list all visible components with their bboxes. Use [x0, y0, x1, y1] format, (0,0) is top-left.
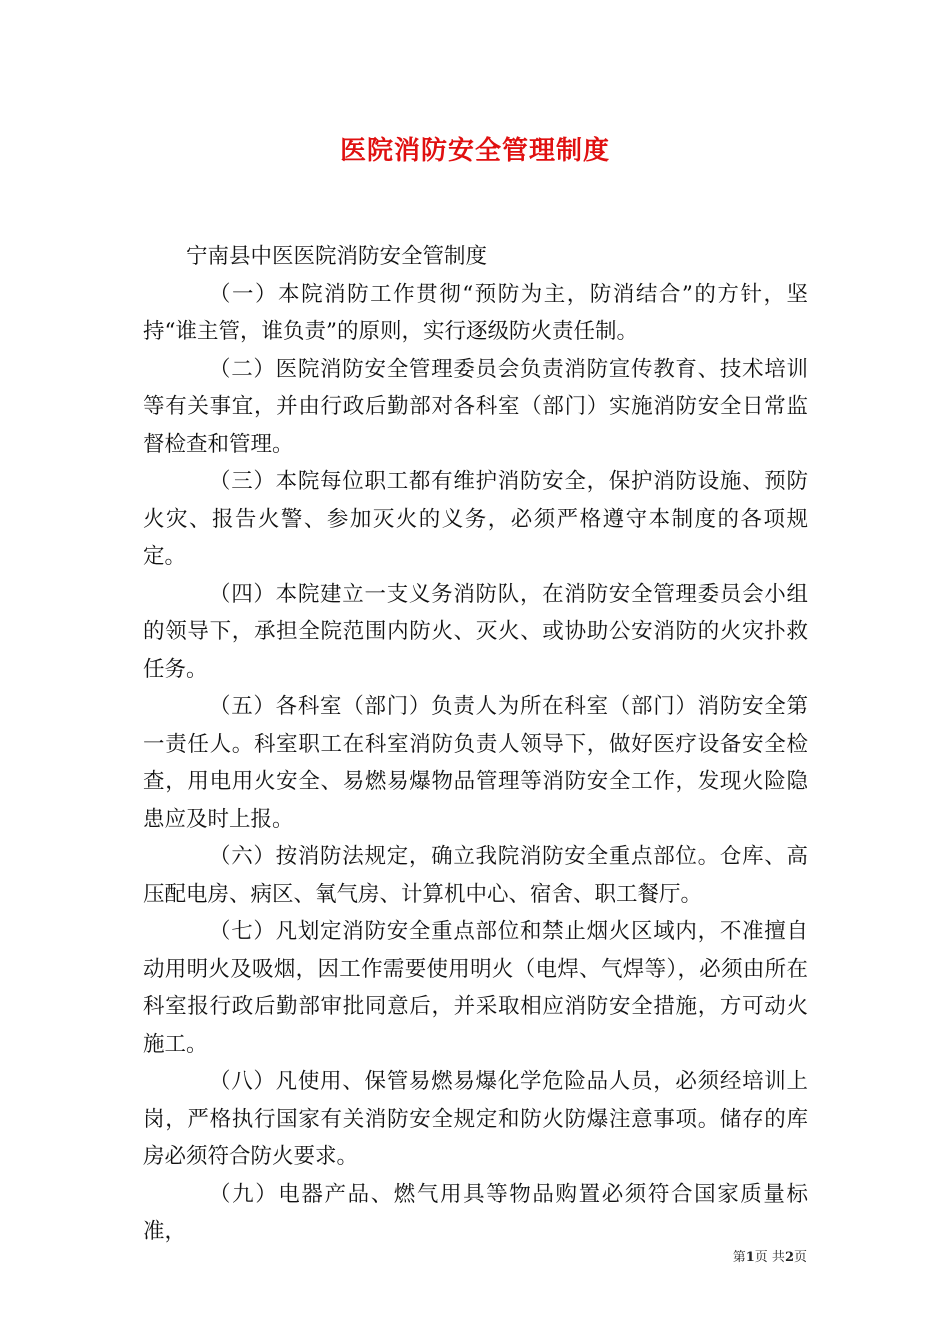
- footer-prefix: 第: [732, 1250, 746, 1265]
- footer-current-page: 1: [745, 1250, 755, 1265]
- paragraph: （五）各科室（部门）负责人为所在科室（部门）消防安全第一责任人。科室职工在科室消防负责人领导下，做好医疗设备安全检查，用电用火安全、易燃易爆物品管理等消防安全工作，发现火险隐患应及时上报。: [143, 694, 808, 832]
- paragraph: （四）本院建立一支义务消防队，在消防安全管理委员会小组的领导下，承担全院范围内防火、灭火、或协助公安消防的火灾扑救任务。: [143, 581, 808, 682]
- paragraph: （七）凡划定消防安全重点部位和禁止烟火区域内，不准擅自动用明火及吸烟，因工作需要使用明火（电焊、气焊等），必须由所在科室报行政后勤部审批同意后，并采取相应消防安全措施，方可动火施工。: [143, 919, 808, 1057]
- document-body: [143, 238, 808, 1251]
- paragraph: （三）本院每位职工都有维护消防安全，保护消防设施、预防火灾、报告火警、参加灭火的义务，必须严格遵守本制度的各项规定。: [143, 469, 808, 569]
- paragraph: （一）本院消防工作贯彻“预防为主，防消结合”的方针，坚持“谁主管，谁负责”的原则，实行逐级防火责任制。: [143, 281, 808, 344]
- footer-middle: 页 共: [754, 1250, 785, 1265]
- paragraph: （八）凡使用、保管易燃易爆化学危险品人员，必须经培训上岗，严格执行国家有关消防安全规定和防火防爆注意事项。储存的库房必须符合防火要求。: [143, 1069, 808, 1169]
- footer-suffix: 页: [793, 1250, 807, 1265]
- paragraph: （九）电器产品、燃气用具等物品购置必须符合国家质量标准，: [143, 1181, 808, 1244]
- paragraph: （二）医院消防安全管理委员会负责消防宣传教育、技术培训等有关事宜，并由行政后勤部对各科室（部门）实施消防安全日常监督检查和管理。: [143, 356, 808, 457]
- paragraph: （六）按消防法规定，确立我院消防安全重点部位。仓库、高压配电房、病区、氧气房、计算机中心、宿舍、职工餐厅。: [143, 844, 808, 907]
- footer-total-pages: 2: [784, 1250, 794, 1265]
- document-subtitle: 宁南县中医医院消防安全管制度: [186, 244, 488, 269]
- document-title: 医院消防安全管理制度: [339, 136, 610, 166]
- page-footer: [733, 1246, 807, 1265]
